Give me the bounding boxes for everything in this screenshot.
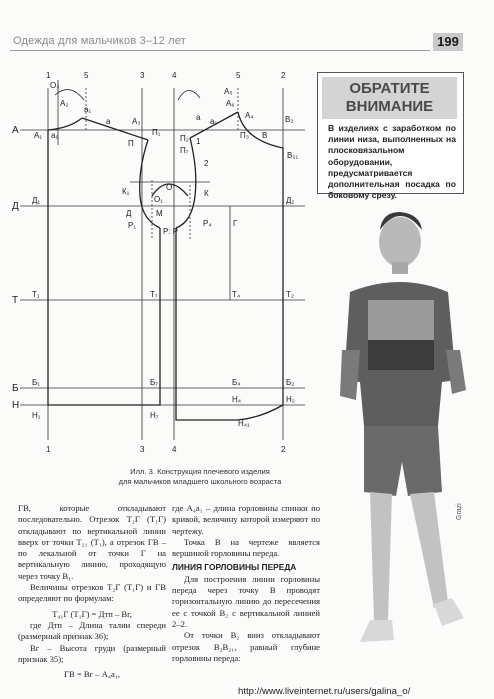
point-label: 1 bbox=[196, 137, 201, 146]
point-label: В₂ bbox=[285, 115, 294, 124]
footer-url[interactable]: http://www.liveinternet.ru/users/galina_o/ bbox=[238, 686, 411, 697]
point-label: А₆ bbox=[226, 99, 235, 108]
point-label: П₁ bbox=[152, 128, 161, 137]
point-label: П₇ bbox=[180, 146, 189, 155]
point-label: Г bbox=[233, 219, 238, 228]
axis-num-top-4: 4 bbox=[172, 71, 177, 80]
axis-num-top-5b: 5 bbox=[236, 71, 241, 80]
paragraph: где Дтп – Длина талии спереди (размерный признак 36); bbox=[18, 619, 166, 642]
point-label: Н₇ bbox=[150, 411, 159, 420]
point-label: Д bbox=[126, 209, 132, 218]
point-label: Б₄ bbox=[232, 378, 241, 387]
section-heading: ЛИНИЯ ГОРЛОВИНЫ ПЕРЕДА bbox=[172, 562, 297, 573]
point-label: А₁ bbox=[34, 131, 43, 140]
axis-num-bottom-4: 4 bbox=[172, 445, 177, 454]
point-label: О bbox=[166, 183, 173, 192]
paragraph: Для построения линии горловины переда через точку В проводят горизонтальную линию до пересечения ее с точкой В₂ с вертикальной линией 2–2. bbox=[172, 573, 320, 629]
point-label: К bbox=[204, 189, 209, 198]
point-label: Р: Р bbox=[163, 227, 178, 236]
point-label: Т₇ bbox=[150, 290, 158, 299]
point-label: К₁ bbox=[122, 187, 130, 196]
point-label: Д₁ bbox=[32, 196, 41, 205]
paragraph: Вг – Высота груди (размерный признак 35); bbox=[18, 642, 166, 664]
point-label: В bbox=[262, 131, 268, 140]
point-label: Н₂ bbox=[286, 395, 295, 404]
paragraph: Точка В на чертеже является вершиной горловины переда. bbox=[172, 536, 320, 559]
point-label: Н₁ bbox=[32, 411, 41, 420]
formula: ГВ = Вг – А₄а₁, bbox=[64, 669, 120, 680]
point-label: О₁ bbox=[154, 195, 163, 204]
point-label: А₂ bbox=[60, 99, 69, 108]
paragraph: Величины отрезков Т₂Г (Т₁Г) и ГВ определяют по формулам: bbox=[18, 582, 166, 604]
point-label: Р₁ bbox=[128, 221, 137, 230]
axis-num-bottom-2: 2 bbox=[281, 445, 286, 454]
callout-body: В изделиях с заработком по линии низа, выполненных на плосковязальном оборудовании, предусматривается дополнительная посадка по боковому срезу. bbox=[328, 123, 456, 201]
point-label: Б₂ bbox=[286, 378, 295, 387]
point-label: А₃ bbox=[132, 117, 141, 126]
point-label: О₃ bbox=[50, 81, 60, 90]
paragraph: где А₄а₁ – длина горловины спинки по кривой, величину которой измеряют по чертежу. bbox=[172, 503, 320, 536]
photo-credit: Grazi bbox=[456, 503, 463, 520]
point-label: а bbox=[106, 117, 111, 126]
point-label: П₃ bbox=[240, 131, 250, 140]
point-label: 2 bbox=[204, 159, 209, 168]
point-label: П bbox=[128, 139, 134, 148]
point-label: Т₄ bbox=[232, 290, 241, 299]
attention-callout bbox=[317, 72, 464, 201]
paragraph: От точки В₂ вниз откладывают отрезок В₂В₂₁, равный глубине горловины переда: bbox=[172, 630, 320, 663]
point-label: а₁ bbox=[84, 105, 92, 114]
front-side bbox=[176, 148, 283, 420]
point-label: Д₂ bbox=[286, 196, 295, 205]
axis-num-bottom-1: 1 bbox=[46, 445, 51, 454]
text-column-left bbox=[18, 503, 166, 680]
back-neckline bbox=[48, 118, 82, 130]
point-label: А₅ bbox=[224, 87, 233, 96]
figure-caption: Илл. 3. Конструкция плечевого изделия для мальчиков младшего школьного возраста bbox=[118, 467, 282, 486]
page-number: 199 bbox=[433, 33, 463, 51]
point-label: а bbox=[196, 113, 201, 122]
point-label: Н₄₁ bbox=[238, 419, 250, 428]
point-label: А₄ bbox=[245, 111, 254, 120]
axis-num-top-3: 3 bbox=[140, 71, 145, 80]
text-column-middle bbox=[172, 503, 320, 664]
point-label: Н₄ bbox=[232, 395, 242, 404]
formula: Т₄₁Г (Т₁Г) = Дтп – Вг, bbox=[52, 608, 132, 619]
point-label: а₉ bbox=[51, 131, 59, 140]
paragraph: ГВ, которые откладывают последовательно. Отрезок Т₂Г (Т₁Г) откладывают по вертикальной линии вверх от точки Т₂₁ (Т₁), а отрезок ГВ – по лекальной от точки Г на вертикальную линию, проходящую через точку В₁. bbox=[18, 503, 166, 581]
axis-num-top-5: 5 bbox=[84, 71, 89, 80]
point-label: Б₇ bbox=[150, 378, 158, 387]
point-label: а₁ bbox=[210, 117, 218, 126]
label-B-left: Б bbox=[12, 383, 19, 394]
label-T-left: Т bbox=[12, 295, 19, 306]
boy-photo bbox=[330, 200, 480, 680]
back-side bbox=[48, 130, 160, 405]
point-label: М bbox=[156, 209, 163, 218]
label-A-left: А bbox=[12, 125, 19, 136]
point-label: П₂ bbox=[180, 134, 189, 143]
point-label: Б₁ bbox=[32, 378, 40, 387]
axis-num-top-1: 1 bbox=[46, 71, 51, 80]
axis-num-bottom-3: 3 bbox=[140, 445, 145, 454]
point-label: Т₁ bbox=[32, 290, 40, 299]
axis-num-top-2: 2 bbox=[281, 71, 286, 80]
point-label: Т₂ bbox=[286, 290, 294, 299]
callout-title: ОБРАТИТЕ ВНИМАНИЕ bbox=[322, 77, 457, 119]
point-label: В₂₁ bbox=[287, 151, 299, 160]
label-H-left: Н bbox=[12, 400, 20, 411]
point-label: Р₄ bbox=[203, 219, 212, 228]
running-header-title: Одежда для мальчиков 3–12 лет bbox=[13, 35, 186, 47]
label-D-left: Д bbox=[12, 201, 19, 212]
